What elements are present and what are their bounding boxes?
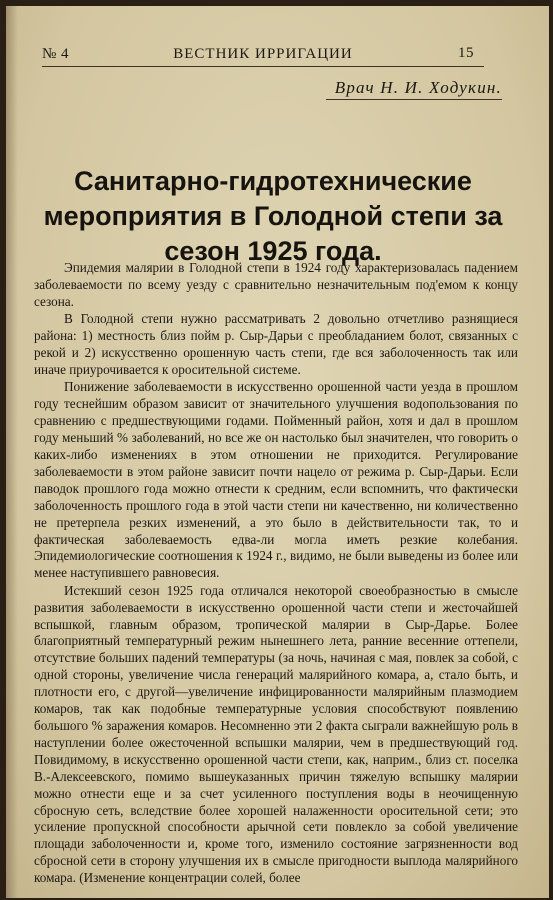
journal-title: ВЕСТНИК ИРРИГАЦИИ	[173, 46, 353, 62]
page-number: 15	[458, 45, 474, 61]
article-title: Санитарно-гидротехнические мероприятия в Голодной степи за сезон 1925 года.	[43, 166, 503, 266]
page-spine-shadow	[6, 6, 18, 898]
article-author: Врач Н. И. Ходукин.	[326, 78, 502, 100]
article-body	[34, 260, 518, 888]
journal-page	[6, 6, 549, 898]
issue-number: № 4	[42, 46, 70, 62]
paragraph-4: Истекший сезон 1925 года отличался некоторой своеобразностью в смысле развития заболеваемости в искусственно орошенной части степи и жесточайшей вспышкой, главным образом, тропической малярии в Сыр-Дарье. Более благоприятный температурный режим нынешнего лета, ранние весенние оттепели, отсутствие больших падений температуры (за ночь, начиная с мая, повлек за собой, с одной стороны, увеличение числа генераций малярийного комара, а, стало быть, и плотности его, с другой—увеличение инфицированности малярийным плазмодием комаров, так как подобные температурные условия способствуют появлению большого % заражения комаров. Несомненно эти 2 факта сыграли важнейшую роль в наступлении более ожесточенной вспышки малярии, чем в предшествующий год. Повидимому, в искусственно орошенной части степи, как, наприм., близ ст. поселка В.-Алексеевского, помимо вышеуказанных причин тяжелую вспышку малярии можно отнести еще и за счет усиленного поступления воды в неочищенную сбросную сеть, вследствие более хорошей налаженности оросительной сети; это усиление пропускной способности арычной сети повлекло за собой увеличение площади заболоченности и, кроме того, изменило состояние загрязненности вод сбросной сети в сторону улучшения их в смысле пригодности выплода малярийного комара. (Изменение концентрации солей, более	[34, 582, 518, 886]
paragraph-1: Эпидемия малярии в Голодной степи в 1924 году характеризовалась падением заболеваемости по всему уезду с сравнительно незначительным под'емом к концу сезона.	[34, 260, 518, 309]
running-header	[42, 44, 484, 67]
paragraph-3: Понижение заболеваемости в искусственно орошенной части уезда в прошлом году теснейшим образом зависит от значительного улучшения водопользования по сравнению с предшествующими годами. Пойменный район, хотя и дал в прошлом году меньший % заболеваний, но все же он настолько был значителен, что говорить о каких-либо изменениях в этом отношении не приходится. Регулирование заболеваемости в этом районе зависит почти нацело от режима р. Сыр-Дарьи. Если паводок прошлого года можно отнести к средним, если вспомнить, что фактически заболоченность прошлого года в этой части степи ни качественно, ни количественно не претерпела резких изменений, а это было в действительности так, то и фактическая заболеваемость едва-ли могла иметь резкие колебания. Эпидемиологические соотношения к 1924 г., видимо, не были выведены из более или менее наступившего равновесия.	[34, 379, 518, 581]
paragraph-2: В Голодной степи нужно рассматривать 2 довольно отчетливо разнящиеся района: 1) местность близ пойм р. Сыр-Дарьи с преобладанием болот, связанных с рекой и 2) искусственно орошенную часть степи, где вся заболоченность так или иначе приурочивается к оросительной системе.	[34, 311, 518, 377]
